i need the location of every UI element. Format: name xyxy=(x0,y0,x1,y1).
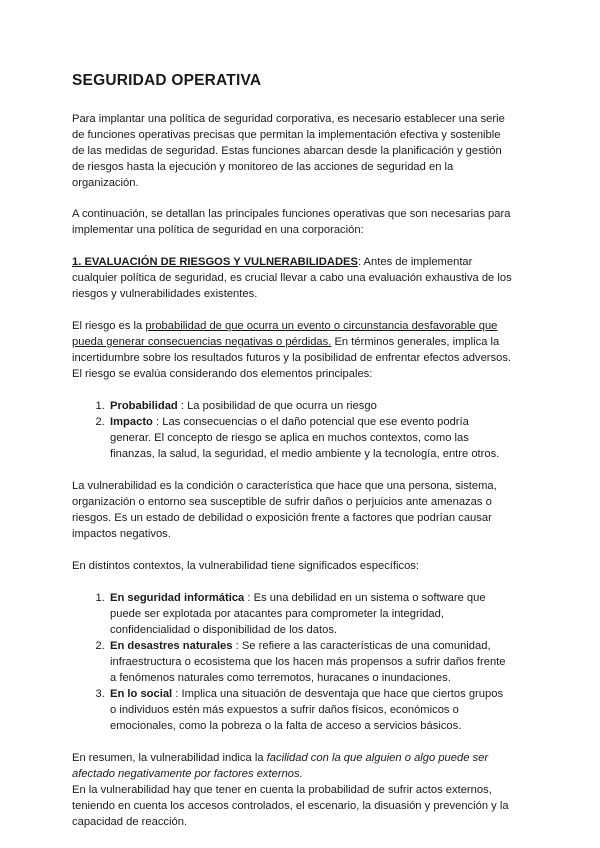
risk-paragraph xyxy=(72,318,512,382)
risk-elements-list xyxy=(72,398,512,462)
vulnerability-contexts-intro: En distintos contextos, la vulnerabilidad tiene significados específicos: xyxy=(72,560,420,572)
list-item xyxy=(108,590,512,638)
list-item-term: Probabilidad xyxy=(110,400,178,412)
list-item-term: Impacto xyxy=(110,416,153,428)
risk-definition: probabilidad de que ocurra un evento o circunstancia desfavorable que pueda generar consecuencias negativas o pérdidas. xyxy=(72,320,498,348)
list-item xyxy=(108,398,512,414)
summary-paragraph xyxy=(72,750,512,782)
final-paragraph: En la vulnerabilidad hay que tener en cuenta la probabilidad de sufrir actos externos, teniendo en cuenta los accesos controlados, el escenario, la disuasión y prevención y la capacidad de reacción. xyxy=(72,784,509,828)
list-item-text: : Se refiere a las características de una comunidad, infraestructura o ecosistema que los hacen más propensos a sufrir daños frente a fenómenos naturales como terremotos, huracanes o inundaciones. xyxy=(110,640,506,684)
section-1-title: 1. EVALUACIÓN DE RIESGOS Y VULNERABILIDADES xyxy=(72,256,358,268)
list-item xyxy=(108,414,512,462)
risk-text-start: El riesgo es la xyxy=(72,320,146,332)
list-item xyxy=(108,638,512,686)
section-1-text: : Antes de implementar cualquier política de seguridad, es crucial llevar a cabo una evaluación exhaustiva de los riesgos y vulnerabilidades existentes. xyxy=(72,256,512,300)
list-item-text: : Implica una situación de desventaja que hace que ciertos grupos o individuos estén más expuestos a sufrir daños físicos, económicos o emocionales, como la pobreza o la falta de acceso a servicios básicos. xyxy=(110,688,504,732)
vulnerability-contexts-list xyxy=(72,590,512,734)
page-title: SEGURIDAD OPERATIVA xyxy=(72,72,262,89)
list-item-text: : Es una debilidad en un sistema o software que puede ser explotada por atacantes para comprometer la integridad, confidencialidad o disponibilidad de los datos. xyxy=(110,592,486,636)
section-1-paragraph xyxy=(72,254,512,302)
intro-paragraph: Para implantar una política de seguridad corporativa, es necesario establecer una serie de funciones operativas precisas que permitan la implementación efectiva y sostenible de las medidas de seguridad. Estas funciones abarcan desde la planificación y gestión de riesgos hasta la ejecución y monitoreo de las acciones de seguridad en la organización. xyxy=(72,113,505,189)
vulnerability-paragraph: La vulnerabilidad es la condición o característica que hace que una persona, sistema, organización o entorno sea susceptible de sufrir daños o perjuicios ante amenazas o riesgos. Es un estado de debilidad o exposición frente a factores que podrían causar impactos negativos. xyxy=(72,480,497,540)
summary-italic: facilidad con la que alguien o algo puede ser afectado negativamente por factores externos. xyxy=(72,752,489,780)
intro-paragraph-2: A continuación, se detallan las principales funciones operativas que son necesarias para implementar una política de seguridad en una corporación: xyxy=(72,208,511,236)
list-item-text: : Las consecuencias o el daño potencial que ese evento podría generar. El concepto de riesgo se aplica en muchos contextos, como las finanzas, la salud, la seguridad, el medio ambiente y la tecnología, entre otros. xyxy=(110,416,500,460)
list-item-text: : La posibilidad de que ocurra un riesgo xyxy=(177,400,377,412)
list-item-term: En lo social xyxy=(110,688,173,700)
list-item-term: En seguridad informática xyxy=(110,592,245,604)
risk-text-end: En términos generales, implica la incertidumbre sobre los resultados futuros y la posibilidad de enfrentar efectos adversos. El riesgo se evalúa considerando dos elementos principales: xyxy=(72,336,512,380)
list-item xyxy=(108,686,512,734)
list-item-term: En desastres naturales xyxy=(110,640,233,652)
summary-text-start: En resumen, la vulnerabilidad indica la xyxy=(72,752,267,764)
